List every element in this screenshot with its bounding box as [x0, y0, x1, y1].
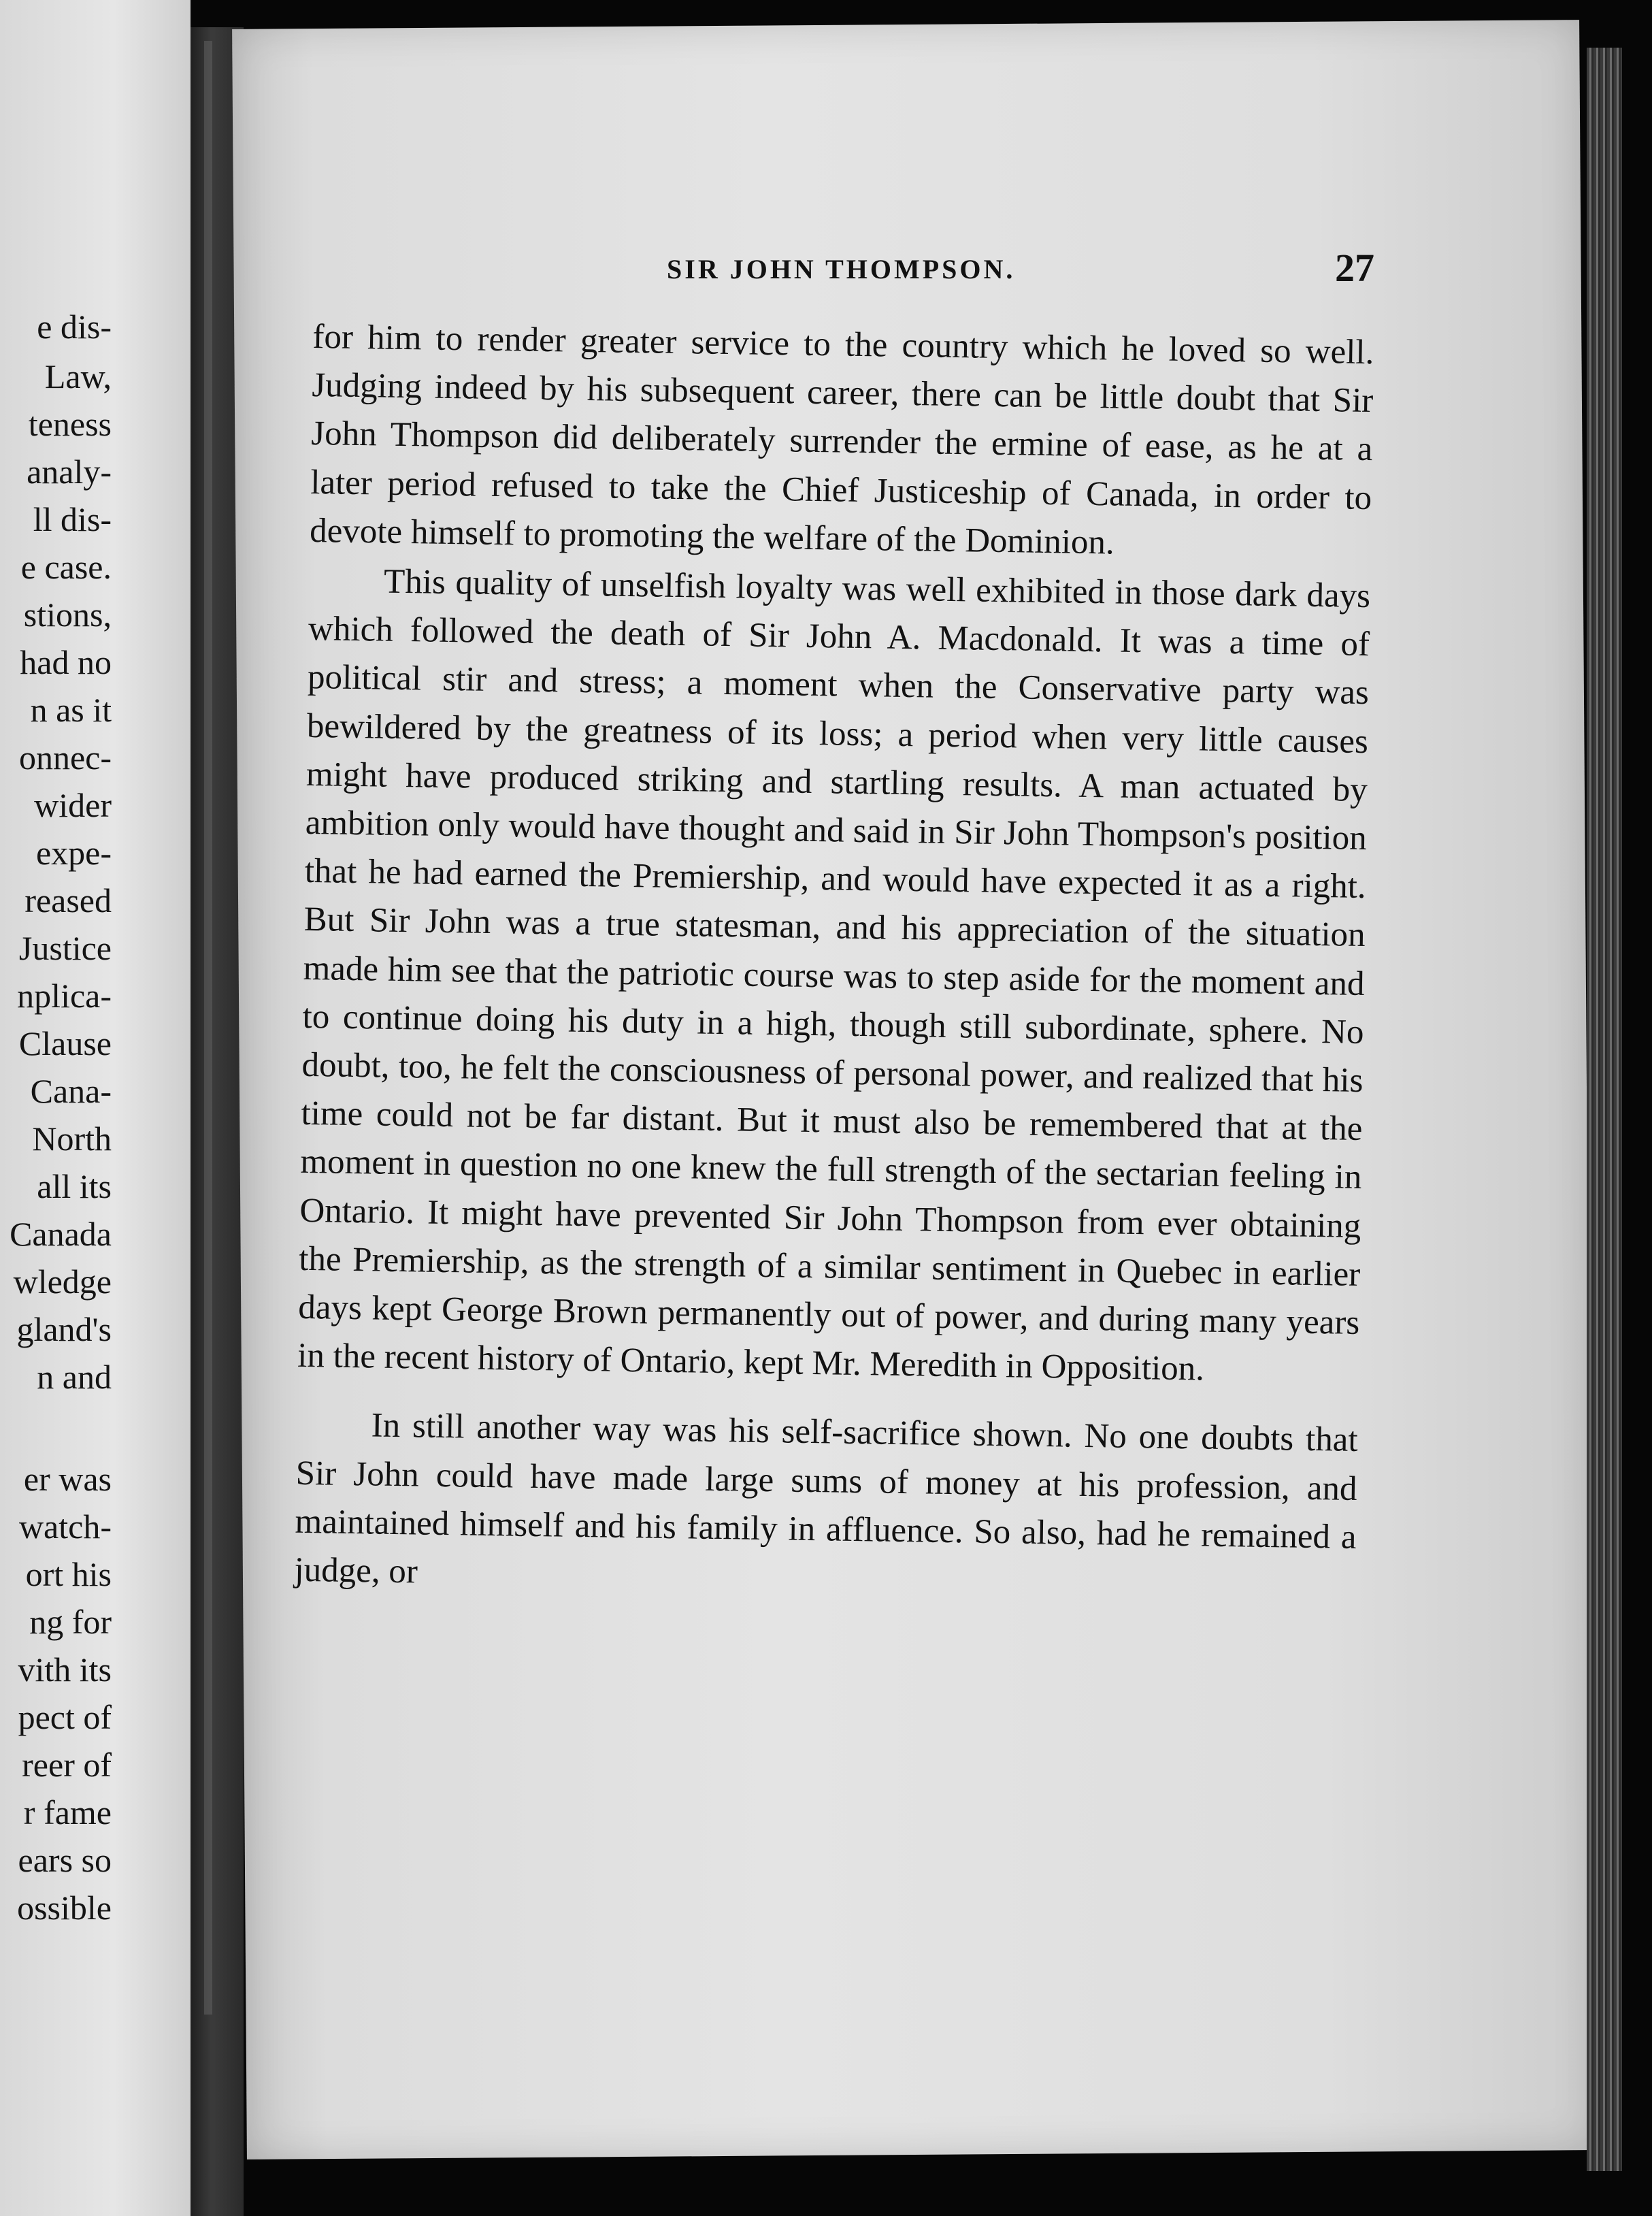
left-page-line-fragment: wledge: [13, 1262, 112, 1301]
left-page-line-fragment: vith its: [18, 1650, 112, 1689]
left-page-line-fragment: Clause: [18, 1024, 112, 1062]
page-block-edge: [1587, 48, 1622, 2171]
left-page-line-fragment: had no: [20, 643, 112, 681]
left-page-line-fragment: watch-: [18, 1508, 112, 1546]
left-page-line-fragment: North: [32, 1120, 112, 1158]
left-page-line-fragment: stions,: [23, 596, 112, 634]
left-page-line-fragment: ll dis-: [33, 500, 112, 538]
gutter-highlight: [204, 41, 212, 2015]
page-number: 27: [1335, 246, 1374, 290]
left-page-line-fragment: Law,: [44, 357, 112, 395]
left-facing-page: [0, 0, 191, 2216]
paragraph-self-sacrifice: In still another way was his self-sacrifice shown. No one doubts that Sir John could have made large sums of money at his profession, and maintained himself and his family in affluence. So also, had he remained a judge, or: [294, 1406, 1359, 1591]
left-page-line-fragment: er was: [23, 1460, 112, 1498]
left-page-line-fragment: r fame: [23, 1793, 112, 1831]
left-page-line-fragment: all its: [37, 1167, 112, 1205]
left-page-line-fragment: onnec-: [18, 738, 112, 777]
left-page-line-fragment: n as it: [30, 691, 112, 729]
left-page-line-fragment: reer of: [22, 1746, 112, 1784]
left-page-line-fragment: ort his: [25, 1555, 112, 1593]
left-page-line-fragment: teness: [28, 405, 112, 443]
left-page-line-fragment: Canada: [10, 1215, 112, 1253]
left-page-line-fragment: nplica-: [17, 977, 112, 1015]
left-page-line-fragment: e dis-: [37, 308, 112, 346]
left-page-line-fragment: expe-: [35, 834, 112, 872]
left-page-line-fragment: gland's: [16, 1310, 112, 1348]
left-page-line-fragment: n and: [37, 1358, 112, 1396]
left-page-line-fragment: wider: [34, 786, 112, 824]
body-text: [294, 313, 1374, 1610]
running-head: [435, 245, 1374, 299]
left-page-line-fragment: reased: [24, 881, 112, 919]
left-page-line-fragment: ng for: [29, 1603, 112, 1641]
left-page-line-fragment: Cana-: [30, 1072, 112, 1110]
left-page-line-fragment: pect of: [18, 1698, 112, 1736]
left-page-line-fragment: ossible: [17, 1889, 112, 1927]
left-page-line-fragment: analy-: [27, 453, 112, 491]
left-page-line-fragment: ears so: [18, 1841, 112, 1879]
paragraph-continuation: for him to render greater service to the country which he loved so well. Judging indeed by his subsequent career, there can be little doubt that Sir John Thompson did deliberately surrender the ermine of ease, as he at a later period refused to take the Chief Justiceship of Canada, in order to devote himself to promoting the welfare of the Dominion.: [309, 317, 1374, 562]
left-page-line-fragment: e case.: [20, 548, 112, 586]
left-page-line-fragment: Justice: [18, 929, 112, 967]
running-title: SIR JOHN THOMPSON.: [667, 254, 1016, 284]
paragraph-loyalty: This quality of unselfish loyalty was well exhibited in those dark days which followed the death of Sir John A. Macdonald. It was a time of political stir and stress; a moment when the Conservative party was bewildered by the greatness of its loss; a period when very little causes might have produced striking and startling results. A man actuated by ambition only would have thought and said in Sir John Thompson's position that he had earned the Premiership, and would have expected it as a right. But Sir John was a true statesman, and his appreciation of the situation made him see that the patriotic course was to step aside for the moment and to continue doing his duty in a high, though still subordinate, sphere. No doubt, too, he felt the consciousness of personal power, and realized that his time could not be far distant. But it must also be remembered that at the moment in question no one knew the full strength of the sectarian feeling in Ontario. It might have prevented Sir John Thompson from ever obtaining the Premiership, as the strength of a similar sentiment in Quebec in earlier days kept George Brown permanently out of power, and during many years in the recent history of Ontario, kept Mr. Meredith in Opposition.: [297, 562, 1371, 1388]
